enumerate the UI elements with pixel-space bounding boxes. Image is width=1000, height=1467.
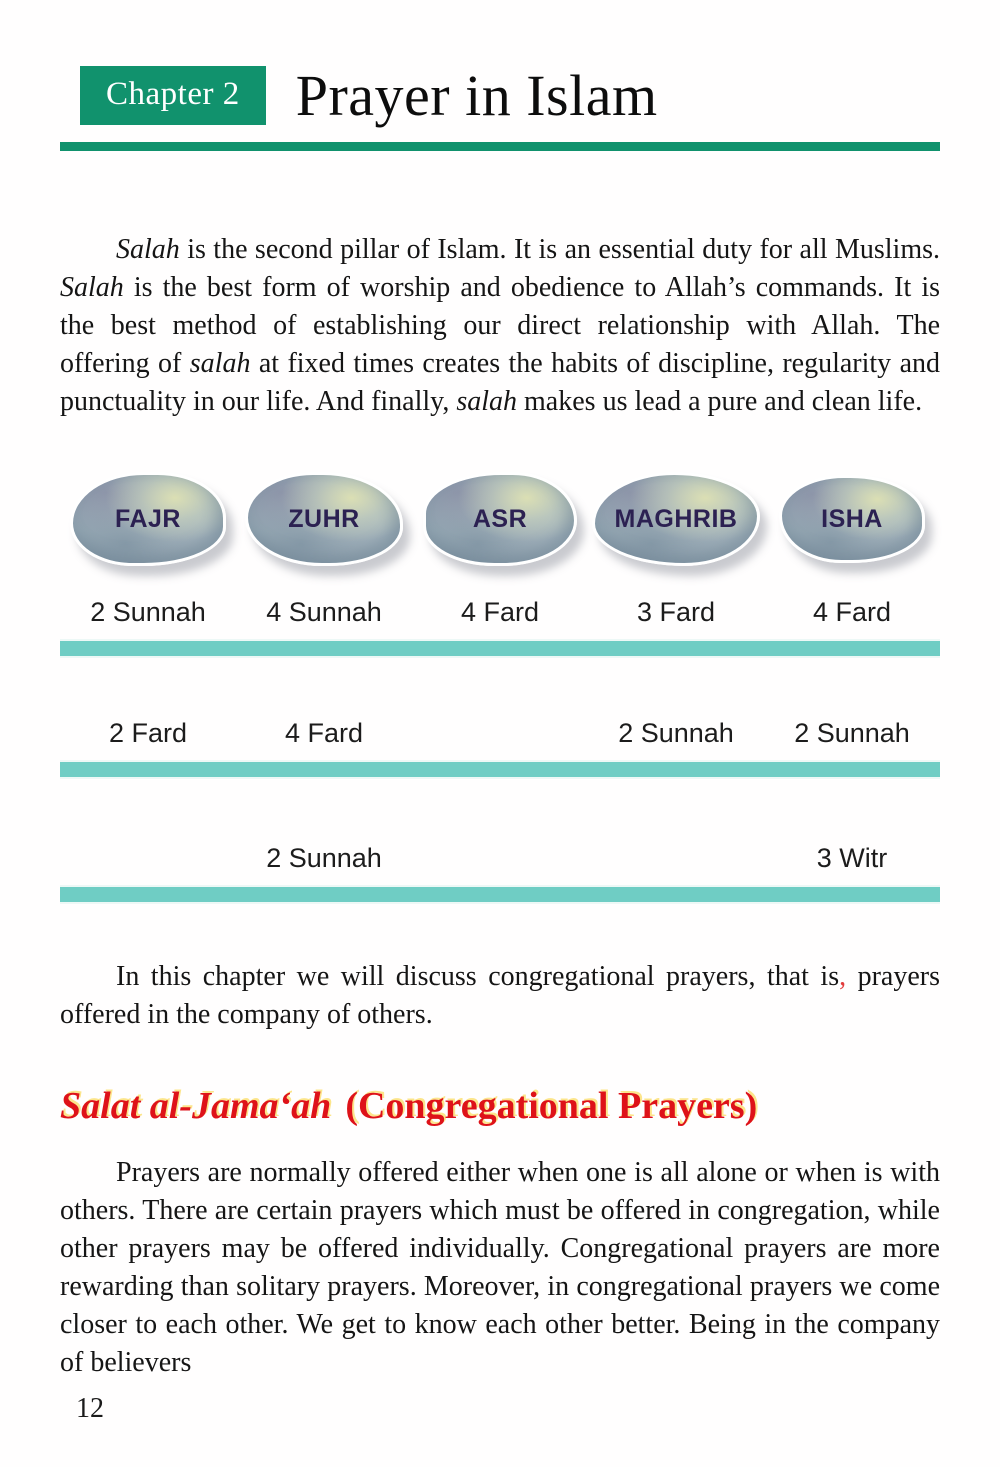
intro-paragraph	[60, 231, 940, 421]
prayer-rows	[60, 597, 940, 904]
rakah-cell	[412, 843, 588, 877]
rakah-cell: 2 Sunnah	[618, 718, 734, 748]
rakah-label-row	[60, 843, 940, 877]
rakah-cell: 3 Witr	[816, 843, 888, 873]
text-segment: In this chapter we will discuss congregational prayers, that is	[116, 961, 840, 992]
section-heading-transliteration: Salat al-Jama‘ah	[60, 1085, 332, 1127]
rakah-cell: 4 Fard	[284, 718, 364, 748]
rakah-cell	[588, 843, 764, 877]
text-segment: ,	[839, 961, 847, 992]
text-segment: prayers offered in the company of others.	[60, 961, 940, 1030]
rakah-cell	[60, 843, 236, 877]
ribbon-divider	[60, 639, 940, 658]
prayer-stone	[245, 472, 403, 566]
prayer-name-label: ASR	[472, 504, 528, 533]
chapter-badge: Chapter 2	[80, 66, 266, 125]
section-heading	[60, 1086, 940, 1128]
text-segment: at fixed times creates the habits of discipline, regularity and punctuality in our life. And finally,	[60, 348, 940, 417]
prayer-stone	[70, 472, 226, 566]
text-segment: is the best form of worship and obedience to Allah’s commands. It is the best method of establishing our direct relationship with Allah. The offering of	[60, 272, 940, 379]
text-segment: Salah	[60, 272, 124, 303]
prayer-name-label: MAGHRIB	[614, 504, 738, 533]
ribbon-divider	[60, 885, 940, 904]
rakah-cell: 4 Sunnah	[266, 597, 382, 627]
prayer-table-row	[60, 843, 940, 904]
prayer-rakah-table	[60, 469, 940, 904]
text-segment: salah	[189, 348, 251, 379]
rakah-label-row	[60, 597, 940, 631]
rakah-cell: 2 Sunnah	[90, 597, 206, 627]
prayer-stones	[60, 469, 940, 569]
title-rule-divider	[60, 142, 940, 151]
rakah-cell: 3 Fard	[636, 597, 716, 627]
ribbon-divider	[60, 760, 940, 779]
section-heading-translation: (Congregational Prayers)	[345, 1085, 758, 1127]
chapter-header	[60, 0, 940, 128]
prayer-name-label: FAJR	[115, 504, 181, 533]
rakah-label-row	[60, 718, 940, 752]
prayer-name-label: ZUHR	[288, 504, 360, 533]
text-segment: is the second pillar of Islam. It is an essential duty for all Muslims.	[179, 234, 940, 265]
rakah-cell	[412, 718, 588, 752]
page-number: 12	[76, 1393, 104, 1424]
text-segment: Prayers are normally offered either when one is all alone or when is with others. There are certain prayers which must be offered in congregation, while other prayers may be offered individually. Congregational prayers are more rewarding than solitary prayers. Moreover, in congregational prayers we come closer to each other. We get to know each other better. Being in the company of believers	[60, 1156, 940, 1378]
congregational-paragraph	[60, 1154, 940, 1382]
rakah-cell: 2 Fard	[108, 718, 188, 748]
rakah-cell: 4 Fard	[460, 597, 540, 627]
chapter-intro-paragraph	[60, 958, 940, 1034]
text-segment: salah	[456, 386, 518, 417]
page-title: Prayer in Islam	[295, 62, 658, 128]
prayer-stone	[779, 475, 925, 563]
text-segment: makes us lead a pure and clean life.	[517, 386, 923, 417]
prayer-stone	[423, 472, 577, 566]
rakah-cell: 2 Sunnah	[266, 843, 382, 873]
rakah-cell: 2 Sunnah	[794, 718, 910, 748]
prayer-table-row	[60, 597, 940, 658]
prayer-table-row	[60, 718, 940, 779]
prayer-stone	[592, 472, 760, 566]
text-segment: Salah	[116, 234, 180, 265]
prayer-name-label: ISHA	[821, 504, 883, 533]
rakah-cell: 4 Fard	[812, 597, 892, 627]
